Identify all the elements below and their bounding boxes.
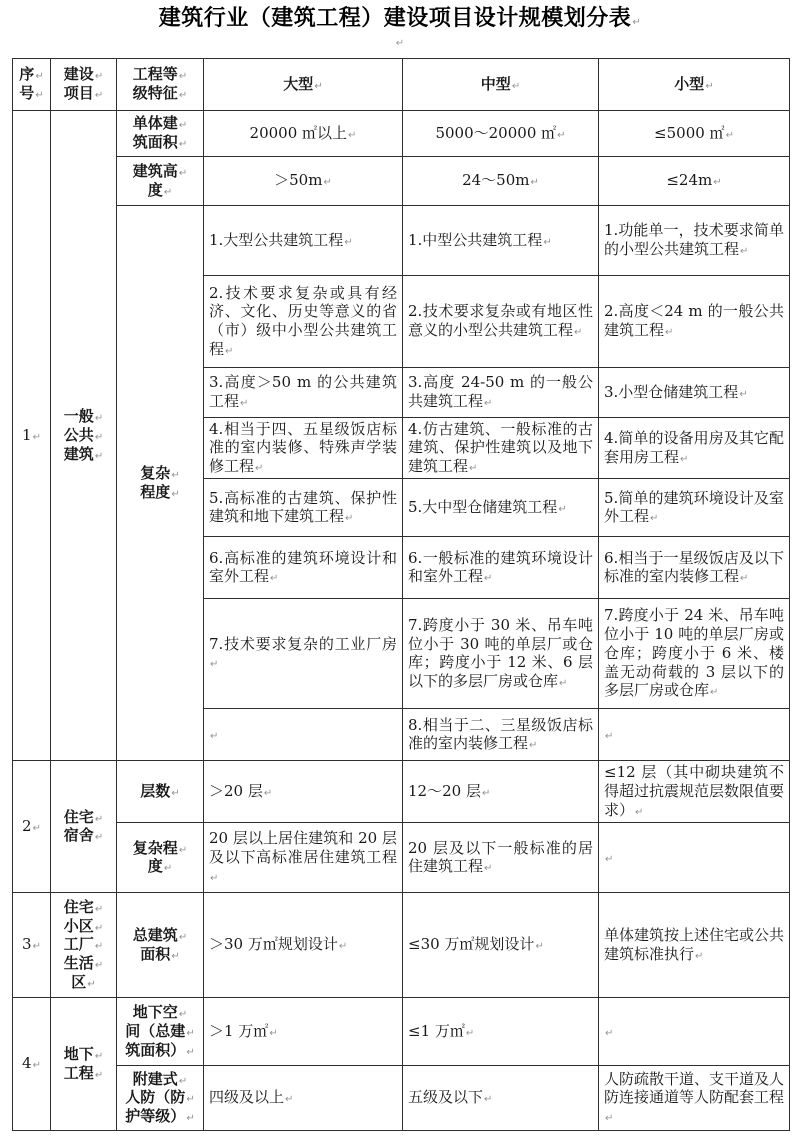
- row-s1-height: [13, 156, 790, 205]
- row-s4-civil-defense: [13, 1065, 790, 1130]
- row-s3-total-area: [13, 892, 790, 997]
- cell-s1-item5-small: 5.简单的建筑环境设计及室外工程 ↵: [599, 478, 790, 536]
- cell-s4-space-small: [599, 997, 790, 1065]
- row-s2-complexity: [13, 822, 790, 892]
- cell-s1-item5-medium: 5.大中型仓储建筑工程 ↵: [403, 478, 599, 536]
- cell-s4-civil-large: 四级及以上 ↵: [204, 1065, 403, 1130]
- cell-s1-area-label: 单体建 ↵ 筑面积 ↵: [117, 110, 204, 156]
- cell-s2-project: 住宅 ↵ 宿舍 ↵: [51, 760, 117, 892]
- header-large: 大型 ↵: [204, 58, 403, 110]
- cell-s1-item8-small: [599, 708, 790, 760]
- project-scale-table: [12, 58, 790, 1131]
- cell-s4-civil-small: 人防疏散干道、支干道及人防连接通道等人防配套工程 ↵: [599, 1065, 790, 1130]
- row-s1-item-1: [13, 205, 790, 275]
- cell-s1-item2-small: 2.高度＜24 m 的一般公共建筑工程 ↵: [599, 275, 790, 367]
- row-s4-space: [13, 997, 790, 1065]
- cell-s1-height-small: ≤24m ↵: [599, 156, 790, 205]
- cell-s1-height-large: ＞50m ↵: [204, 156, 403, 205]
- cell-s1-area-large: 20000 ㎡以上 ↵: [204, 110, 403, 156]
- empty-paragraph-mark: [0, 34, 800, 50]
- cell-s3-project: 住宅 ↵ 小区 ↵ 工厂 ↵ 生活 ↵ 区 ↵: [51, 892, 117, 997]
- cell-s2-layers-large: ＞20 层 ↵: [204, 760, 403, 822]
- header-medium: 中型 ↵: [403, 58, 599, 110]
- cell-s1-item3-medium: 3.高度 24-50 m 的一般公共建筑工程 ↵: [403, 367, 599, 417]
- header-small: 小型 ↵: [599, 58, 790, 110]
- cell-s1-height-label: 建筑高 ↵ 度 ↵: [117, 156, 204, 205]
- cell-s3-area-medium: ≤30 万㎡规划设计 ↵: [403, 892, 599, 997]
- cell-s1-item6-small: 6.相当于一星级饭店及以下标准的室内装修工程 ↵: [599, 536, 790, 598]
- cell-s4-space-large: ＞1 万㎡ ↵: [204, 997, 403, 1065]
- cell-s1-height-medium: 24～50m ↵: [403, 156, 599, 205]
- cell-s2-complexity-large: 20 层以上居住建筑和 20 层及以下高标准居住建筑工程 ↵: [204, 822, 403, 892]
- cell-s1-item2-medium: 2.技术要求复杂或有地区性意义的小型公共建筑工程 ↵: [403, 275, 599, 367]
- cell-s1-item4-small: 4.简单的设备用房及其它配套用房工程 ↵: [599, 417, 790, 478]
- cell-s1-item1-small: 1.功能单一，技术要求简单的小型公共建筑工程 ↵: [599, 205, 790, 275]
- cell-s3-area-label: 总建筑 ↵ 面积 ↵: [117, 892, 204, 997]
- cell-s2-complexity-label: 复杂程 ↵ 度 ↵: [117, 822, 204, 892]
- cell-s4-civil-label: 附建式 ↵ 人防（防 ↵ 护等级） ↵: [117, 1065, 204, 1130]
- cell-s4-space-label: 地下空 ↵ 间（总建 ↵ 筑面积） ↵: [117, 997, 204, 1065]
- cell-s1-item4-medium: 4.仿古建筑、一般标准的古建筑、保护性建筑以及地下建筑工程 ↵: [403, 417, 599, 478]
- cell-s1-item2-large: 2.技术要求复杂或具有经济、文化、历史等意义的省（市）级中小型公共建筑工程 ↵: [204, 275, 403, 367]
- table-header-row: [13, 58, 790, 110]
- cell-s1-seq: 1 ↵: [13, 110, 51, 760]
- page-title: 建筑行业（建筑工程）建设项目设计规模划分表 ↵: [0, 0, 800, 34]
- row-s2-layers: [13, 760, 790, 822]
- cell-s1-item1-large: 1.大型公共建筑工程 ↵: [204, 205, 403, 275]
- header-project: 建设 ↵ 项目 ↵: [51, 58, 117, 110]
- cell-s1-item4-large: 4.相当于四、五星级饭店标准的室内装修、特殊声学装修工程 ↵: [204, 417, 403, 478]
- cell-s2-layers-medium: 12～20 层 ↵: [403, 760, 599, 822]
- cell-s1-item8-medium: 8.相当于二、三星级饭店标准的室内装修工程 ↵: [403, 708, 599, 760]
- cell-s1-item7-small: 7.跨度小于 24 米、吊车吨位小于 10 吨的单层厂房或仓库；跨度小于 6 米、楼盖无动荷载的 3 层以下的多层厂房或仓库 ↵: [599, 598, 790, 708]
- cell-s3-area-small: 单体建筑按上述住宅或公共建筑标准执行 ↵: [599, 892, 790, 997]
- cell-s2-layers-small: ≤12 层（其中砌块建筑不得超过抗震规范层数限值要求） ↵: [599, 760, 790, 822]
- cell-s1-area-medium: 5000～20000 ㎡ ↵: [403, 110, 599, 156]
- cell-s1-item7-large: 7.技术要求复杂的工业厂房 ↵: [204, 598, 403, 708]
- cell-s4-project: 地下 ↵ 工程 ↵: [51, 997, 117, 1130]
- cell-s2-complexity-small: [599, 822, 790, 892]
- cell-s3-seq: 3 ↵: [13, 892, 51, 997]
- header-feature: 工程等 ↵ 级特征 ↵: [117, 58, 204, 110]
- cell-s4-civil-medium: 五级及以下 ↵: [403, 1065, 599, 1130]
- cell-s1-item8-large: [204, 708, 403, 760]
- cell-s1-item5-large: 5.高标准的古建筑、保护性建筑和地下建筑工程 ↵: [204, 478, 403, 536]
- cell-s1-item1-medium: 1.中型公共建筑工程 ↵: [403, 205, 599, 275]
- cell-s1-item3-small: 3.小型仓储建筑工程 ↵: [599, 367, 790, 417]
- cell-s1-item6-medium: 6.一般标准的建筑环境设计和室外工程 ↵: [403, 536, 599, 598]
- cell-s4-space-medium: ≤1 万㎡ ↵: [403, 997, 599, 1065]
- cell-s1-complexity-label: 复杂 ↵ 程度 ↵: [117, 205, 204, 760]
- header-seq: 序 ↵ 号 ↵: [13, 58, 51, 110]
- row-s1-area: [13, 110, 790, 156]
- cell-s1-area-small: ≤5000 ㎡ ↵: [599, 110, 790, 156]
- cell-s1-project: 一般 ↵ 公共 ↵ 建筑 ↵: [51, 110, 117, 760]
- cell-s2-layers-label: 层数 ↵: [117, 760, 204, 822]
- cell-s2-seq: 2 ↵: [13, 760, 51, 892]
- cell-s2-complexity-medium: 20 层及以下一般标准的居住建筑工程 ↵: [403, 822, 599, 892]
- cell-s1-item7-medium: 7.跨度小于 30 米、吊车吨位小于 30 吨的单层厂或仓库；跨度小于 12 米、6 层以下的多层厂房或仓库 ↵: [403, 598, 599, 708]
- cell-s1-item3-large: 3.高度＞50 m 的公共建筑工程 ↵: [204, 367, 403, 417]
- cell-s4-seq: 4 ↵: [13, 997, 51, 1130]
- cell-s1-item6-large: 6.高标准的建筑环境设计和室外工程 ↵: [204, 536, 403, 598]
- cell-s3-area-large: ＞30 万㎡规划设计 ↵: [204, 892, 403, 997]
